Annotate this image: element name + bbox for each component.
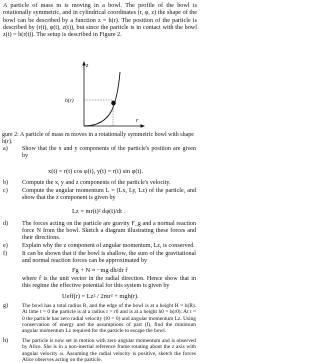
equation-ueff: Ueff(r) = Lz² / 2mr² + mgh(r). xyxy=(62,293,139,300)
part-f-continued xyxy=(0,276,200,291)
part-h-text: The particle is now set in motion with zero angular momentum and is observed by Alice. She is in a non-inertial reference frame rotating about the z axis with angular velocity ω. Assuming the radial velocity is positive, sketch the forces Alice observes acting on the particle. xyxy=(22,338,196,363)
part-label: e) xyxy=(3,243,8,249)
height-label: h(r) xyxy=(65,98,74,104)
problem-intro: A particle of mass m is moving in a bowl. The profile of the bowl is rotationally symmetric, and in cylindrical coordinates (r, φ, z) the shape of the bowl can be described by a function z = h(r). The position of the particle is described by (r(t), φ(t), z(t)), but since the particle is in contact with the bowl z(t) = h(r(t)). The setup is described in Figure 2. xyxy=(3,2,197,39)
part-label: h) xyxy=(3,338,9,344)
bowl-profile-curve xyxy=(84,72,120,126)
part-label: c) xyxy=(3,188,8,194)
part-g-text: The bowl has a total radius R, and the edge of the bowl is at a height H = h(R). At time t = 0 the particle is at a radius r = r0 and is at a height h0 = h(r0). At t = 0 the particle has zero radial velocity (ṙ0 = 0) and angular momentum Lz. Using conservation of energy and the assumptions of part (f), find the minimum angular momentum Lz required for the particle to escape the bowl. xyxy=(22,303,196,335)
bowl-figure xyxy=(56,60,146,130)
part-text: Show that the x and y components of the particle's position are given by xyxy=(22,146,196,160)
part-b xyxy=(0,180,200,188)
r-axis-arrow xyxy=(141,124,146,127)
part-text: The forces acting on the particle are gravity F_g and a normal reaction force N from the bowl. Sketch a diagram illustrating these forces and their directions. xyxy=(22,221,196,242)
part-text: where r̂ is the unit vector in the radial direction. Hence show that in this regime the effective potential for this system is given by xyxy=(22,276,196,290)
equation-position: x(t) = r(t) cos φ(t), y(t) = r(t) sin φ(t). xyxy=(48,168,143,175)
part-label: b) xyxy=(3,180,9,186)
part-a xyxy=(0,146,200,166)
z-axis-label: z xyxy=(86,63,89,69)
figure-caption: gure 2: A particle of mass m moves in a rotationally symmetric bowl with shape h(r). xyxy=(2,132,194,145)
part-text: Compute the angular momentum L = (Lx, Ly, Lz) of the particle, and show that the z component is given by xyxy=(22,188,196,202)
equation-force: Fg + N ≈ −mg dh/dr r̂ xyxy=(72,267,128,274)
part-text: Explain why the z component of angular momentum, Lz, is conserved. xyxy=(22,243,195,249)
part-c xyxy=(0,188,200,204)
part-text: It can be shown that if the bowl is shallow, the sum of the gravitational and normal reaction forces can be approximated by xyxy=(22,251,196,265)
part-e xyxy=(0,243,200,251)
part-text: Compute the x, y and z components of the particle's velocity. xyxy=(22,180,171,186)
equation-lz: Lz = mr(t)² dφ(t)/dt . xyxy=(72,208,126,215)
part-d xyxy=(0,221,200,243)
part-label: d) xyxy=(3,221,9,227)
part-f xyxy=(0,251,200,266)
r-axis-label: r xyxy=(136,118,139,124)
part-label: g) xyxy=(3,303,9,309)
part-label: a) xyxy=(3,146,8,152)
particle-dot xyxy=(111,101,116,106)
part-label: f) xyxy=(3,251,8,257)
